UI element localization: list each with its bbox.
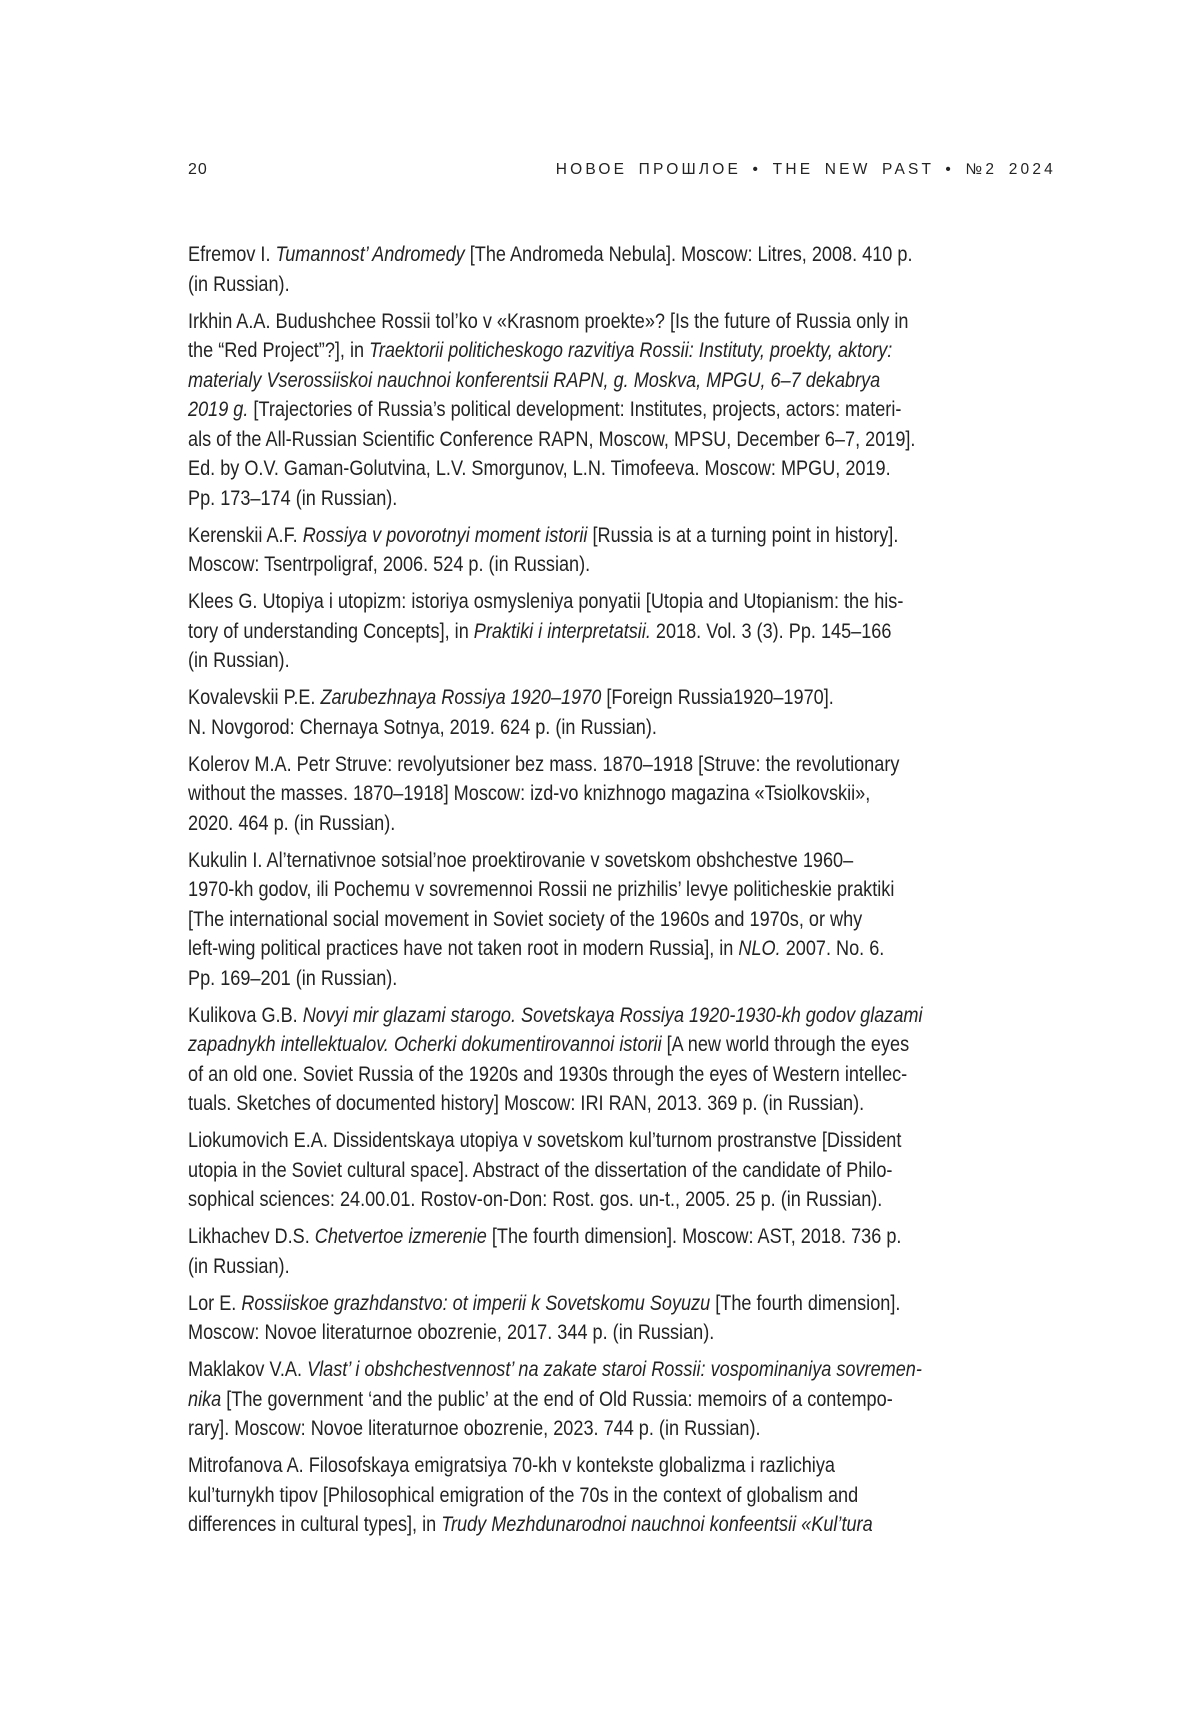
reference-line: of an old one. Soviet Russia of the 1920s and 1930s through the eyes of Western intellec- bbox=[188, 1061, 908, 1086]
reference-line: Kulikova G.B. Novyi mir glazami starogo. Sovetskaya Rossiya 1920-1930-kh godov glazami bbox=[188, 1002, 923, 1027]
reference-line: Ed. by O.V. Gaman-Golutvina, L.V. Smorgunov, L.N. Timofeeva. Moscow: MPGU, 2019. bbox=[188, 456, 891, 480]
reference-line: materialy Vserossiiskoi nauchnoi konferentsii RAPN, g. Moskva, MPGU, 6–7 dekabrya bbox=[188, 367, 881, 392]
reference-line: sophical sciences: 24.00.01. Rostov-on-Don: Rost. gos. un-t., 2005. 25 p. (in Russian). bbox=[188, 1187, 883, 1211]
reference-line: [The international social movement in Soviet society of the 1960s and 1970s, or why bbox=[188, 906, 863, 931]
reference-line: (in Russian). bbox=[188, 271, 290, 296]
reference-line: Likhachev D.S. Chetvertoe izmerenie [The fourth dimension]. Moscow: AST, 2018. 736 p. bbox=[188, 1224, 902, 1248]
reference-line: Irkhin A.A. Budushchee Rossii tol’ko v «Krasnom proekte»? [Is the future of Russia only in bbox=[188, 308, 909, 333]
reference-line: Lor E. Rossiiskoe grazhdanstvo: ot imperii k Sovetskomu Soyuzu [The fourth dimension]. bbox=[188, 1290, 901, 1315]
reference-line: tuals. Sketches of documented history] Moscow: IRI RAN, 2013. 369 p. (in Russian). bbox=[188, 1091, 865, 1115]
page-header bbox=[188, 161, 1056, 179]
reference-line: differences in cultural types], in Trudy Mezhdunarodnoi nauchnoi konfeentsii «Kul’tura bbox=[188, 1512, 873, 1536]
references-list bbox=[188, 240, 1055, 1547]
reference-line: 2019 g. [Trajectories of Russia’s political development: Institutes, projects, actors: materi- bbox=[188, 397, 902, 421]
reference-line: Pp. 173–174 (in Russian). bbox=[188, 485, 398, 510]
reference-entry bbox=[188, 683, 1055, 742]
reference-line: Kukulin I. Al’ternativnoe sotsial’noe proektirovanie v sovetskom obshchestve 1960– bbox=[188, 847, 854, 872]
reference-entry bbox=[188, 750, 1055, 839]
reference-line: nika [The government ‘and the public’ at the end of Old Russia: memoirs of a contempo- bbox=[188, 1386, 893, 1411]
reference-entry bbox=[188, 307, 1055, 514]
reference-entry bbox=[188, 1289, 1055, 1348]
reference-entry bbox=[188, 1355, 1055, 1444]
reference-line: Efremov I. Tumannost’ Andromedy [The Andromeda Nebula]. Moscow: Litres, 2008. 410 p. bbox=[188, 242, 913, 266]
reference-line: without the masses. 1870–1918] Moscow: izd-vo knizhnogo magazina «Tsiolkovskii», bbox=[188, 781, 871, 805]
reference-entry bbox=[188, 1222, 1055, 1281]
reference-line: utopia in the Soviet cultural space]. Abstract of the dissertation of the candidate of Philo- bbox=[188, 1157, 893, 1182]
reference-line: Kerenskii A.F. Rossiya v povorotnyi moment istorii [Russia is at a turning point in history]. bbox=[188, 522, 899, 547]
reference-line: Moscow: Novoe literaturnoe obozrenie, 2017. 344 p. (in Russian). bbox=[188, 1320, 715, 1344]
reference-line: zapadnykh intellektualov. Ocherki dokumentirovannoi istorii [A new world through the eyes bbox=[188, 1032, 910, 1056]
reference-line: Kovalevskii P.E. Zarubezhnaya Rossiya 1920–1970 [Foreign Russia1920–1970]. bbox=[188, 685, 834, 709]
reference-entry bbox=[188, 1001, 1055, 1119]
reference-line: (in Russian). bbox=[188, 648, 290, 672]
reference-line: tory of understanding Concepts], in Praktiki i interpretatsii. 2018. Vol. 3 (3). Pp. 145–166 bbox=[188, 618, 892, 643]
reference-line: Maklakov V.A. Vlast’ i obshchestvennost’ na zakate staroi Rossii: vospominaniya sovremen- bbox=[188, 1357, 922, 1381]
reference-entry bbox=[188, 240, 1055, 299]
reference-line: left-wing political practices have not taken root in modern Russia], in NLO. 2007. No. 6. bbox=[188, 936, 885, 960]
reference-entry bbox=[188, 1126, 1055, 1215]
reference-line: (in Russian). bbox=[188, 1253, 290, 1278]
reference-line: Pp. 169–201 (in Russian). bbox=[188, 965, 398, 990]
reference-entry bbox=[188, 1451, 1055, 1540]
reference-line: Mitrofanova A. Filosofskaya emigratsiya 70-kh v kontekste globalizma i razlichiya bbox=[188, 1453, 835, 1477]
reference-line: rary]. Moscow: Novoe literaturnoe obozrenie, 2023. 744 p. (in Russian). bbox=[188, 1416, 761, 1440]
page-number: 20 bbox=[188, 161, 208, 178]
reference-entry bbox=[188, 846, 1055, 994]
reference-line: kul’turnykh tipov [Philosophical emigration of the 70s in the context of globalism and bbox=[188, 1482, 859, 1507]
reference-line: Klees G. Utopiya i utopizm: istoriya osmysleniya ponyatii [Utopia and Utopianism: the his- bbox=[188, 589, 904, 613]
reference-line: Liokumovich E.A. Dissidentskaya utopiya v sovetskom kul’turnom prostranstve [Dissident bbox=[188, 1128, 902, 1152]
reference-line: als of the All-Russian Scientific Conference RAPN, Moscow, MPSU, December 6–7, 2019]. bbox=[188, 426, 916, 451]
reference-line: 1970-kh godov, ili Pochemu v sovremennoi Rossii ne prizhilis’ levye politicheskie praktiki bbox=[188, 877, 895, 901]
reference-entry bbox=[188, 521, 1055, 580]
reference-line: Kolerov M.A. Petr Struve: revolyutsioner bez mass. 1870–1918 [Struve: the revolutionary bbox=[188, 751, 900, 776]
reference-line: Moscow: Tsentrpoligraf, 2006. 524 p. (in Russian). bbox=[188, 552, 591, 576]
reference-line: 2020. 464 p. (in Russian). bbox=[188, 810, 396, 835]
reference-entry bbox=[188, 587, 1055, 676]
running-head: НОВОЕ ПРОШЛОЕ • THE NEW PAST • №2 2024 bbox=[555, 161, 1056, 178]
reference-line: N. Novgorod: Chernaya Sotnya, 2019. 624 p. (in Russian). bbox=[188, 714, 657, 739]
reference-line: the “Red Project”?], in Traektorii politicheskogo razvitiya Rossii: Instituty, proekty, aktory: bbox=[188, 338, 893, 362]
